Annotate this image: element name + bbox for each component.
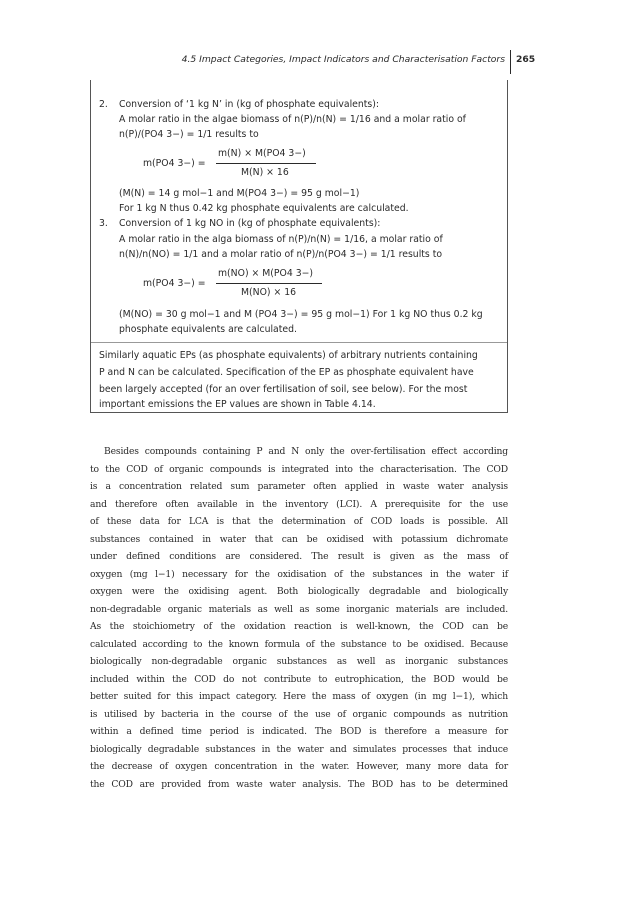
item-3-formula-denominator: M(NO) × 16 — [241, 287, 297, 298]
item-3-fraction-bar — [216, 283, 322, 284]
box-summary-line: Similarly aquatic EPs (as phosphate equivalents) of arbitrary nutrients containing — [99, 350, 478, 361]
item-2-formula-denominator: M(N) × 16 — [241, 167, 289, 178]
page-header — [0, 50, 627, 70]
box-summary-line: P and N can be calculated. Specification of the EP as phosphate equivalent have — [99, 367, 474, 378]
item-2-formula-numerator: m(N) × M(PO4 3−) — [218, 148, 306, 159]
body-line: calculated according to the known formula of the substance to be oxidised. Because — [90, 638, 508, 650]
body-line: oxygen were the oxidising agent. Both biologically degradable and biologically — [90, 586, 508, 597]
item-2-formula-lhs: m(PO4 3−) = — [143, 158, 206, 169]
item-3-line2: n(N)/n(NO) = 1/1 and a molar ratio of n(P)/n(PO4 3−) = 1/1 results to — [119, 249, 443, 260]
example-box — [90, 80, 508, 413]
item-3-line1: A molar ratio in the alga biomass of n(P)/n(N) = 1/16, a molar ratio of — [119, 234, 443, 245]
item-2-number: 2. — [99, 99, 108, 110]
body-line: included within the COD do not contribute to eutrophication, the BOD would be — [90, 673, 508, 685]
item-3-title: Conversion of 1 kg NO in (kg of phosphate equivalents): — [119, 218, 381, 229]
item-2-fraction-bar — [216, 163, 316, 164]
body-line: biologically degradable substances in the water and simulates processes that induce — [90, 743, 508, 755]
item-2-line1: A molar ratio in the algae biomass of n(P)/n(N) = 1/16 and a molar ratio of — [119, 114, 466, 125]
running-head: 4.5 Impact Categories, Impact Indicators and Characterisation Factors — [181, 54, 505, 65]
body-line: is a concentration related sum parameter often applied in waste water analysis — [90, 481, 508, 492]
item-3-formula-numerator: m(NO) × M(PO4 3−) — [218, 268, 314, 279]
box-summary-line: been largely accepted (for an over fertilisation of soil, see below). For the most — [99, 384, 468, 395]
item-3-masses: (M(NO) = 30 g mol−1 and M (PO4 3−) = 95 g mol−1) For 1 kg NO thus 0.2 kg — [119, 309, 483, 320]
body-line: better suited for this impact category. Here the mass of oxygen (in mg l−1), which — [90, 691, 508, 702]
body-paragraph — [90, 443, 508, 793]
box-separator — [91, 342, 507, 343]
body-line: As the stoichiometry of the oxidation reaction is well-known, the COD can be — [90, 621, 508, 632]
body-line: the decrease of oxygen concentration in the water. However, many more data for — [90, 761, 508, 772]
item-3-formula-lhs: m(PO4 3−) = — [143, 278, 206, 289]
body-line: non-degradable organic materials as well as some inorganic materials are included. — [90, 603, 508, 615]
item-2-line2: n(P)/(PO4 3−) = 1/1 results to — [119, 129, 259, 140]
body-line: and therefore often available in the inventory (LCI). A prerequisite for the use — [90, 498, 508, 510]
body-line: is utilised by bacteria in the course of the use of organic compounds as nutrition — [90, 708, 508, 720]
header-divider — [510, 50, 511, 74]
body-line: the COD are provided from waste water analysis. The BOD has to be determined — [90, 778, 508, 790]
item-3-result: phosphate equivalents are calculated. — [119, 324, 297, 335]
body-line: oxygen (mg l−1) necessary for the oxidisation of the substances in the water if — [90, 568, 508, 580]
body-line: of these data for LCA is that the determination of COD loads is possible. All — [90, 516, 508, 527]
box-summary-line: important emissions the EP values are shown in Table 4.14. — [99, 399, 376, 410]
body-line: within a defined time period is indicated. The BOD is therefore a measure for — [90, 726, 508, 737]
body-line: biologically non-degradable organic substances as well as inorganic substances — [90, 656, 508, 667]
item-3-number: 3. — [99, 218, 108, 229]
page-number: 265 — [516, 54, 536, 65]
item-2-result: For 1 kg N thus 0.42 kg phosphate equivalents are calculated. — [119, 203, 409, 214]
item-2-masses: (M(N) = 14 g mol−1 and M(PO4 3−) = 95 g mol−1) — [119, 188, 360, 199]
body-line: substances contained in water that can be oxidised with potassium dichromate — [90, 533, 508, 545]
item-2-title: Conversion of ‘1 kg N’ in (kg of phosphate equivalents): — [119, 99, 380, 110]
body-line: to the COD of organic compounds is integrated into the characterisation. The COD — [90, 463, 508, 475]
body-line: Besides compounds containing P and N only the over-fertilisation effect according — [104, 446, 508, 457]
body-line: under defined conditions are considered. The result is given as the mass of — [90, 551, 508, 562]
